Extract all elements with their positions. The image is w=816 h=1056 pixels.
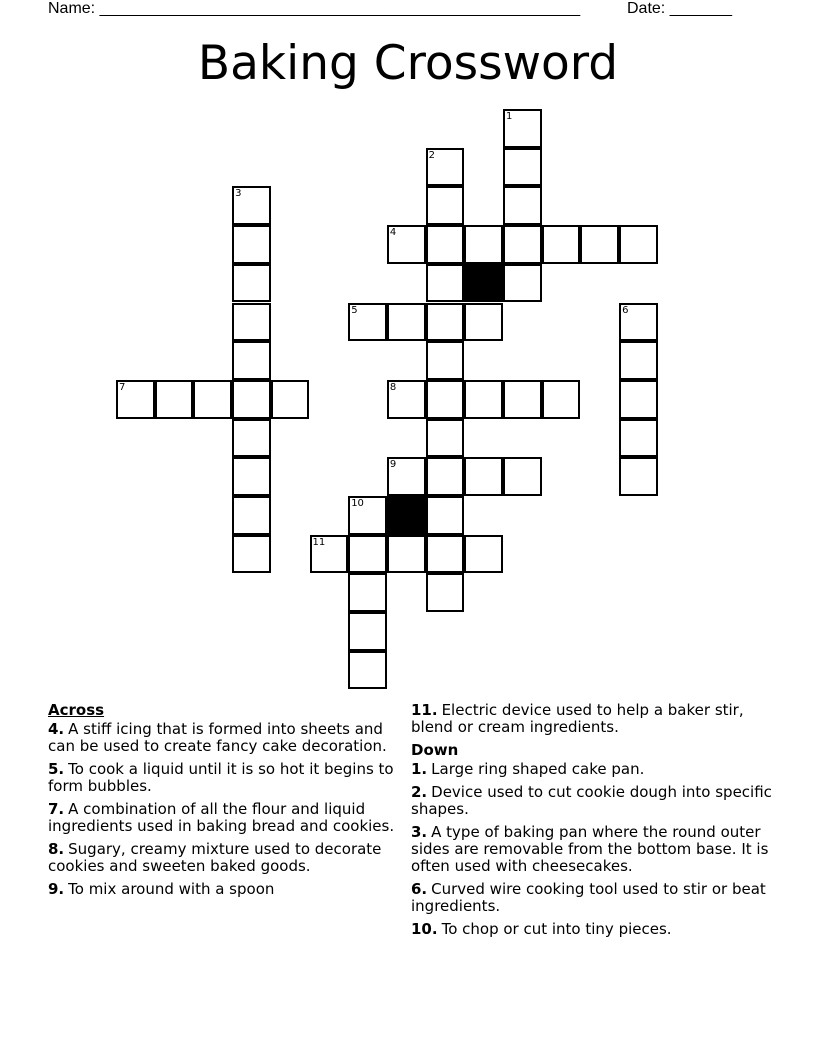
crossword-cell[interactable] xyxy=(387,535,426,574)
clue-number-label: 1. xyxy=(411,760,428,778)
crossword-cell[interactable] xyxy=(232,264,271,303)
crossword-cell[interactable] xyxy=(387,303,426,342)
crossword-cell[interactable] xyxy=(426,264,465,303)
clue-number-label: 3. xyxy=(411,823,428,841)
clue-number: 9 xyxy=(389,459,397,471)
crossword-cell[interactable] xyxy=(387,457,426,496)
clue-item xyxy=(411,702,776,736)
clue-number-label: 10. xyxy=(411,920,438,938)
clue-text: A combination of all the flour and liquid ingredients used in baking bread and cookies. xyxy=(48,800,395,835)
crossword-cell[interactable] xyxy=(464,535,503,574)
name-label: Name: xyxy=(48,0,96,17)
crossword-cell[interactable] xyxy=(503,225,542,264)
crossword-cell[interactable] xyxy=(232,380,271,419)
clue-item xyxy=(411,824,776,875)
clue-number: 10 xyxy=(351,498,364,509)
black-cell xyxy=(387,496,426,535)
crossword-cell[interactable] xyxy=(426,148,465,187)
clue-number: 1 xyxy=(506,111,513,122)
clue-text: Sugary, creamy mixture used to decorate cookies and sweeten baked goods. xyxy=(48,840,382,875)
crossword-cell[interactable] xyxy=(271,380,310,419)
crossword-cell[interactable] xyxy=(232,419,271,458)
crossword-cell[interactable] xyxy=(464,457,503,496)
crossword-cell[interactable] xyxy=(426,186,465,225)
crossword-cell[interactable] xyxy=(464,380,503,419)
clue-number-label: 9. xyxy=(48,880,65,898)
clue-number: 2 xyxy=(428,149,435,161)
clue-text: Device used to cut cookie dough into specific shapes. xyxy=(411,783,772,818)
crossword-cell[interactable] xyxy=(348,535,387,574)
crossword-cell[interactable] xyxy=(503,109,542,148)
crossword-cell[interactable] xyxy=(426,380,465,419)
clue-number: 5 xyxy=(351,304,358,316)
crossword-cell[interactable] xyxy=(193,380,232,419)
clue-number: 3 xyxy=(235,188,242,200)
crossword-cell[interactable] xyxy=(503,380,542,419)
crossword-cell[interactable] xyxy=(464,225,503,264)
crossword-cell[interactable] xyxy=(426,496,465,535)
crossword-cell[interactable] xyxy=(155,380,194,419)
clues-left-column xyxy=(48,702,408,904)
clue-number-label: 2. xyxy=(411,783,428,801)
crossword-cell[interactable] xyxy=(464,303,503,342)
crossword-cell[interactable] xyxy=(232,186,271,225)
page-title: Baking Crossword xyxy=(197,36,619,91)
clue-text: To cook a liquid until it is so hot it begins to form bubbles. xyxy=(48,760,394,795)
clue-text: To mix around with a spoon xyxy=(68,880,275,898)
down-heading: Down xyxy=(411,741,459,759)
crossword-cell[interactable] xyxy=(503,264,542,303)
crossword-cell[interactable] xyxy=(232,535,271,574)
crossword-cell[interactable] xyxy=(619,341,658,380)
date-field[interactable] xyxy=(627,0,732,18)
clue-text: To chop or cut into tiny pieces. xyxy=(441,920,672,938)
crossword-cell[interactable] xyxy=(232,341,271,380)
clue-item xyxy=(48,801,408,835)
clue-number-label: 7. xyxy=(48,800,65,818)
crossword-cell[interactable] xyxy=(580,225,619,264)
across-heading: Across xyxy=(48,701,105,719)
clue-text: A type of baking pan where the round outer sides are removable from the bottom base. It is often used with cheesecakes. xyxy=(411,823,769,875)
crossword-cell[interactable] xyxy=(348,612,387,651)
crossword-cell[interactable] xyxy=(619,380,658,419)
clue-item xyxy=(411,881,776,915)
clue-number: 8 xyxy=(389,381,397,393)
crossword-cell[interactable] xyxy=(426,303,465,342)
crossword-cell[interactable] xyxy=(426,419,465,458)
crossword-cell[interactable] xyxy=(426,225,465,264)
clue-item xyxy=(411,761,776,778)
crossword-cell[interactable] xyxy=(310,535,349,574)
crossword-cell[interactable] xyxy=(619,419,658,458)
name-field[interactable] xyxy=(48,0,580,18)
crossword-cell[interactable] xyxy=(232,496,271,535)
clue-number: 7 xyxy=(119,381,126,393)
crossword-cell[interactable] xyxy=(232,303,271,342)
crossword-cell[interactable] xyxy=(348,496,387,535)
clue-text: Large ring shaped cake pan. xyxy=(431,760,645,778)
clue-item xyxy=(48,761,408,795)
clue-text: Electric device used to help a baker stir, blend or cream ingredients. xyxy=(411,701,744,736)
clue-number: 4 xyxy=(389,227,397,239)
clue-item xyxy=(48,721,408,755)
clue-number-label: 6. xyxy=(411,880,428,898)
clue-item xyxy=(48,841,408,875)
clue-number: 11 xyxy=(312,536,326,548)
clue-item xyxy=(48,881,408,898)
crossword-cell[interactable] xyxy=(387,380,426,419)
crossword-cell[interactable] xyxy=(348,303,387,342)
date-line: _______ xyxy=(669,0,732,17)
crossword-cell[interactable] xyxy=(619,457,658,496)
crossword-cell[interactable] xyxy=(619,225,658,264)
crossword-cell[interactable] xyxy=(116,380,155,419)
clue-text: A stiff icing that is formed into sheets and can be used to create fancy cake decoration. xyxy=(48,720,387,755)
clue-number-label: 11. xyxy=(411,701,438,719)
crossword-cell[interactable] xyxy=(426,535,465,574)
crossword-cell[interactable] xyxy=(426,341,465,380)
crossword-cell[interactable] xyxy=(426,457,465,496)
crossword-cell[interactable] xyxy=(542,225,581,264)
black-cell xyxy=(464,264,503,303)
crossword-cell[interactable] xyxy=(503,186,542,225)
clues-right-column xyxy=(411,702,776,944)
crossword-cell[interactable] xyxy=(426,573,465,612)
clue-number-label: 5. xyxy=(48,760,65,778)
clue-number-label: 8. xyxy=(48,840,65,858)
crossword-cell[interactable] xyxy=(503,148,542,187)
crossword-cell[interactable] xyxy=(619,303,658,342)
clue-text: Curved wire cooking tool used to stir or beat ingredients. xyxy=(411,880,766,915)
crossword-cell[interactable] xyxy=(503,457,542,496)
name-line: ______________________________________________________ xyxy=(99,0,581,17)
crossword-cell[interactable] xyxy=(387,225,426,264)
crossword-cell[interactable] xyxy=(348,573,387,612)
clue-number: 6 xyxy=(622,304,629,316)
clue-item xyxy=(411,921,776,938)
crossword-cell[interactable] xyxy=(348,651,387,690)
crossword-cell[interactable] xyxy=(232,457,271,496)
clue-number-label: 4. xyxy=(48,720,65,738)
clue-item xyxy=(411,784,776,818)
crossword-cell[interactable] xyxy=(232,225,271,264)
crossword-cell[interactable] xyxy=(542,380,581,419)
date-label: Date: xyxy=(627,0,666,17)
